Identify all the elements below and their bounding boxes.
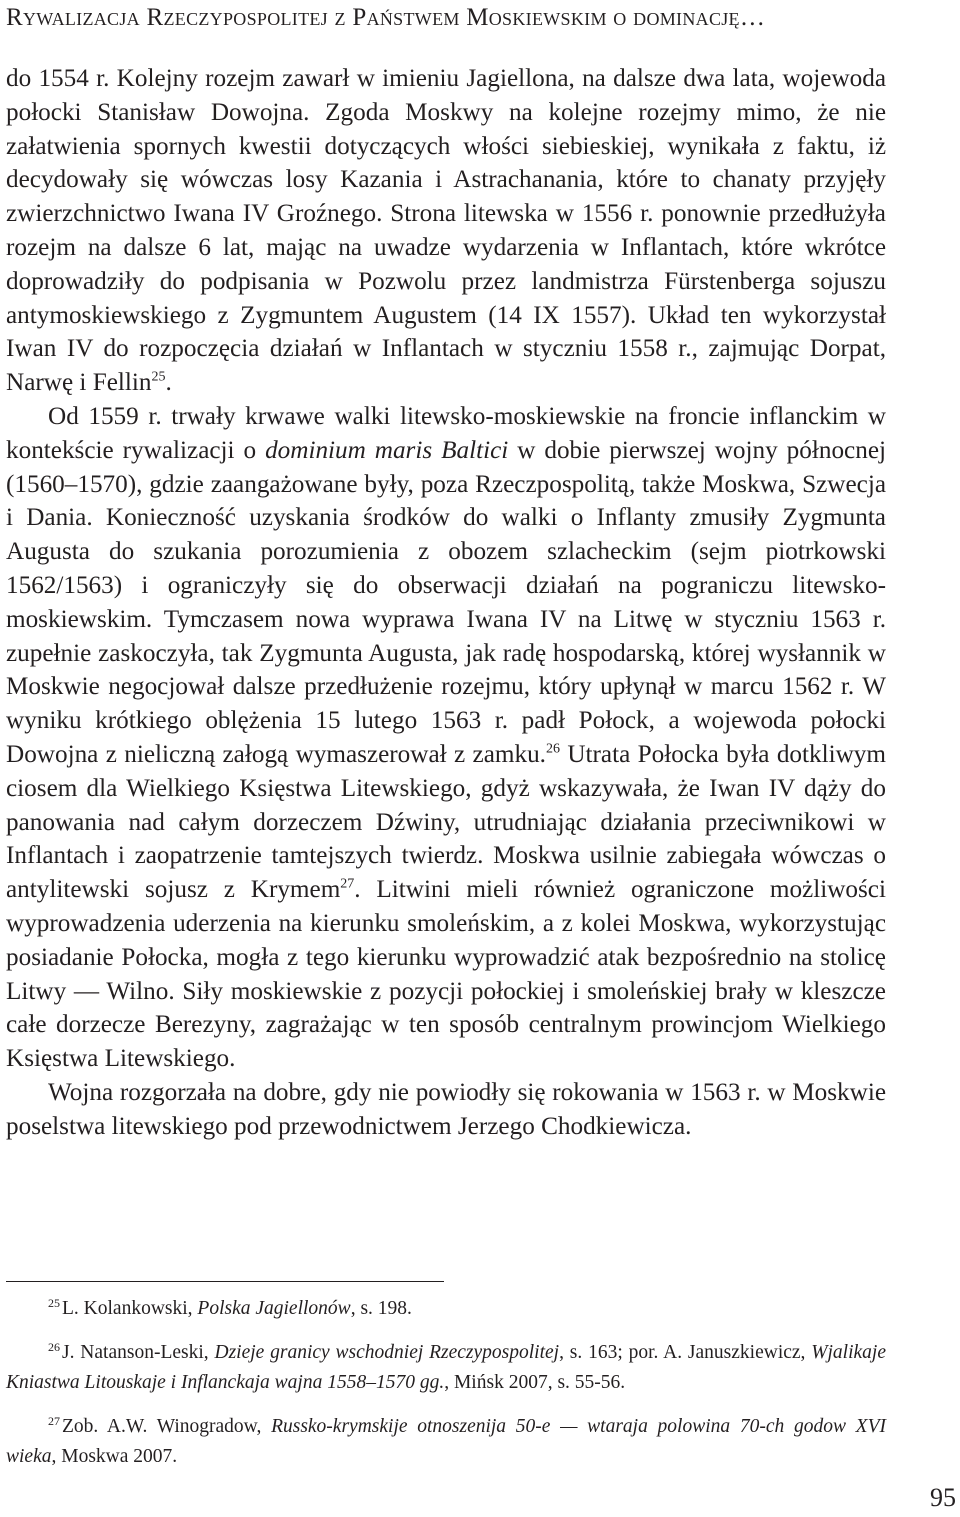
paragraph-1: do 1554 r. Kolejny rozejm zawarł w imieniu Jagiellona, na dalsze dwa lata, wojewoda połocki Stanisław Dowojna. Zgoda Moskwy na kolejne rozejmy mimo, że nie załatwienia spornych kwestii dotyczących włości siebieskiej, wynikała z faktu, iż decydowały się wówczas losy Kazania i Astrachanania, które to chanaty przyjęły zwierzchnictwo Iwana IV Groźnego. Strona litewska w 1556 r. ponownie przedłużyła rozejm na dalsze 6 lat, mając na uwadze wydarzenia w Inflantach, które wkrótce doprowadziły do podpisania w Pozwolu przez landmistrza Fürstenberga sojuszu antymoskiewskiego z Zygmuntem Augustem (14 IX 1557). Układ ten wykorzystał Iwan IV do rozpoczęcia działań w Inflantach w styczniu 1558 r., zajmując Dorpat, Narwę i Fellin$^{25}$. xyxy=(6,65,886,397)
footnote-divider xyxy=(6,1281,444,1282)
footnote-ref-26[interactable]: 26 xyxy=(545,741,560,757)
footnote-ref-25[interactable]: 25 xyxy=(151,369,166,385)
footnote-27: $^{27}$ Zob. A.W. Winogradow, Russko-krymskije otnoszenija 50-e — wtaraja polowina 70-ch godow XVI wieka, Moskwa 2007. xyxy=(6,1413,886,1467)
page-number: 95 xyxy=(930,1483,956,1512)
body-text xyxy=(6,62,886,1144)
running-head: Rywalizacja Rzeczypospolitej z Państwem Moskiewskim o dominację… xyxy=(6,4,766,31)
footnote-number: 25 xyxy=(48,1295,60,1310)
footnote-ref-27[interactable]: 27 xyxy=(340,876,355,892)
footnote-number: 26 xyxy=(48,1339,60,1354)
paragraph-3: Wojna rozgorzała na dobre, gdy nie powiodły się rokowania w 1563 r. w Moskwie poselstwa litewskiego pod przewodnictwem Jerzego Chodkiewicza. xyxy=(6,1078,886,1140)
footnote-25: $^{25}$ L. Kolankowski, Polska Jagiellonów, s. 198. xyxy=(48,1295,412,1319)
footnotes xyxy=(6,1294,886,1486)
footnote-number: 27 xyxy=(48,1413,60,1428)
paragraph-2: Od 1559 r. trwały krwawe walki litewsko-moskiewskie na froncie inflanckim w kontekście rywalizacji o dominium maris Baltici w dobie pierwszej wojny północnej (1560–1570), gdzie zaangażowane były, poza Rzeczpospolitą, także Moskwa, Szwecja i Dania. Konieczność uzyskania środków do walki o Inflanty zmusiły Zygmunta Augusta do szukania porozumienia z obozem szlacheckim (sejm piotrkowski 1562/1563) i ograniczyły się do obserwacji działań na pograniczu litewsko-moskiewskim. Tymczasem nowa wyprawa Iwana IV na Litwę w styczniu 1563 r. zupełnie zaskoczyła, tak Zygmunta Augusta, jak radę hospodarską, której wysłannik w Moskwie negocjował dalsze przedłużenie rozejmu, który upłynął w marcu 1562 r. W wyniku krótkiego oblężenia 15 lutego 1563 r. padł Połock, a wojewoda połocki Dowojna z nieliczną załogą wymaszerował z zamku.$^{26}$ Utrata Połocka była dotkliwym ciosem dla Wielkiego Księstwa Litewskiego, gdyż wskazywała, że Iwan IV dąży do panowania nad całym dorzeczem Dźwiny, utrudniając działania przeciwnikowi w Inflantach i zaopatrzenie tamtejszych twierdz. Moskwa usilnie zabiegała wówczas o antylitewski sojusz z Krymem$^{27}$. Litwini mieli również ograniczone możliwości wyprowadzenia uderzenia na kierunku smoleńskim, a z kolei Moskwa, wykorzystując posiadanie Połocka, mogła z tego kierunku wyprowadzić atak bezpośrednio na stolicę Litwy — Wilno. Siły moskiewskie z pozycji połockiej i smoleńskiej brały w kleszcze całe dorzecze Berezyny, zagrażając w ten sposób centralnym prowincjom Wielkiego Księstwa Litewskiego. xyxy=(6,402,886,1073)
footnote-26: $^{26}$ J. Natanson-Leski, Dzieje granicy wschodniej Rzeczypospolitej, s. 163; por. A. Januszkiewicz, Wjalikaje Kniastwa Litouskaje i Inflanckaja wajna 1558–1570 gg., Mińsk 2007, s. 55-56. xyxy=(6,1339,886,1393)
